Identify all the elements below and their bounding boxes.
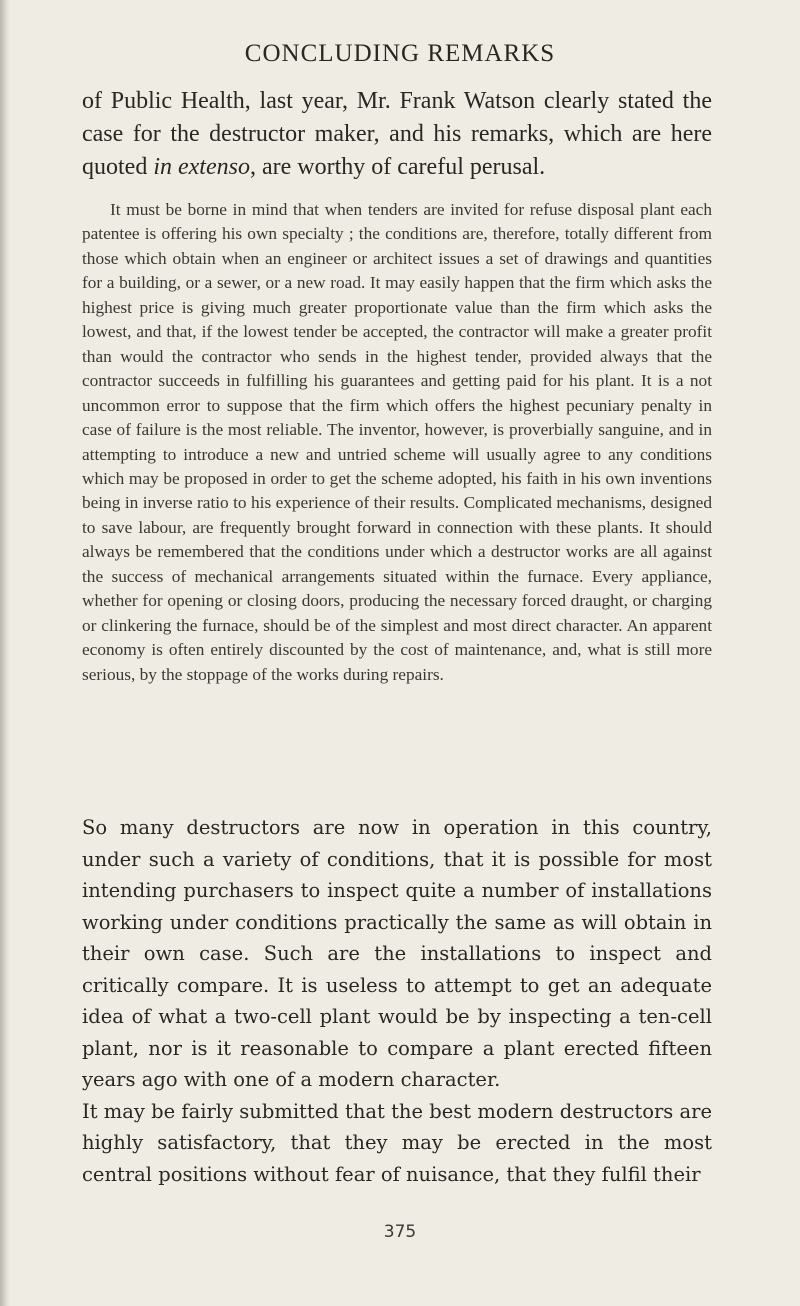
body-paragraph-2: It may be fairly submitted that the best modern destructors are highly satisfactory, that they may be erected in the most central positions without fear of nuisance, that they fulfil their bbox=[82, 1099, 712, 1186]
body-paragraph-1: So many destructors are now in operation in this country, under such a variety of conditions, that it is possible for most intending purchasers to inspect quite a number of installations working under conditions practically the same as will obtain in their own case. Such are the installations to inspect and critically compare. It is useless to attempt to get an adequate idea of what a two-cell plant would be by inspecting a ten-cell plant, nor is it reasonable to compare a plant erected fifteen years ago with one of a modern character. bbox=[82, 816, 712, 1091]
intro-text-start: of Public Health, last year, Mr. Frank Watson clearly stated the case for the destructor maker, and his remarks, which are here quoted bbox=[82, 88, 712, 180]
quoted-remarks: It must be borne in mind that when tenders are invited for refuse disposal plant each patentee is offering his own specialty ; the conditions are, therefore, totally different from those which obtain when an engineer or architect issues a set of drawings and quantities for a building, or a sewer, or a new road. It may easily happen that the firm which asks the highest price is giving much greater proportionate value than the firm which asks the lowest, and that, if the lowest tender be accepted, the contractor will make a greater profit than would the contractor who sends in the highest tender, provided always that the contractor succeeds in fulfilling his guarantees and getting paid for his plant. It is a not uncommon error to suppose that the firm which offers the highest pecuniary penalty in case of failure is the most reliable. The inventor, however, is proverbially sanguine, and in attempting to introduce a new and untried scheme will usually agree to any conditions which may be proposed in order to get the scheme adopted, his faith in his own inventions being in inverse ratio to his experience of their results. Complicated mechanisms, designed to save labour, are frequently brought forward in connection with these plants. It should always be remembered that the conditions under which a destructor works are all against the success of mechanical arrangements situated within the furnace. Every appliance, whether for opening or closing doors, producing the necessary forced draught, or charging or clinkering the furnace, should be of the simplest and most direct character. An apparent economy is often entirely discounted by the cost of maintenance, and, what is still more serious, by the stoppage of the works during repairs. bbox=[82, 200, 712, 684]
main-text bbox=[82, 812, 712, 1190]
page-number: 375 bbox=[383, 1222, 417, 1242]
intro-paragraph bbox=[82, 85, 712, 184]
intro-text-end: , are worthy of careful perusal. bbox=[249, 154, 546, 180]
running-head: CONCLUDING REMARKS bbox=[244, 40, 556, 67]
intro-italic-phrase: in extenso bbox=[153, 154, 250, 180]
